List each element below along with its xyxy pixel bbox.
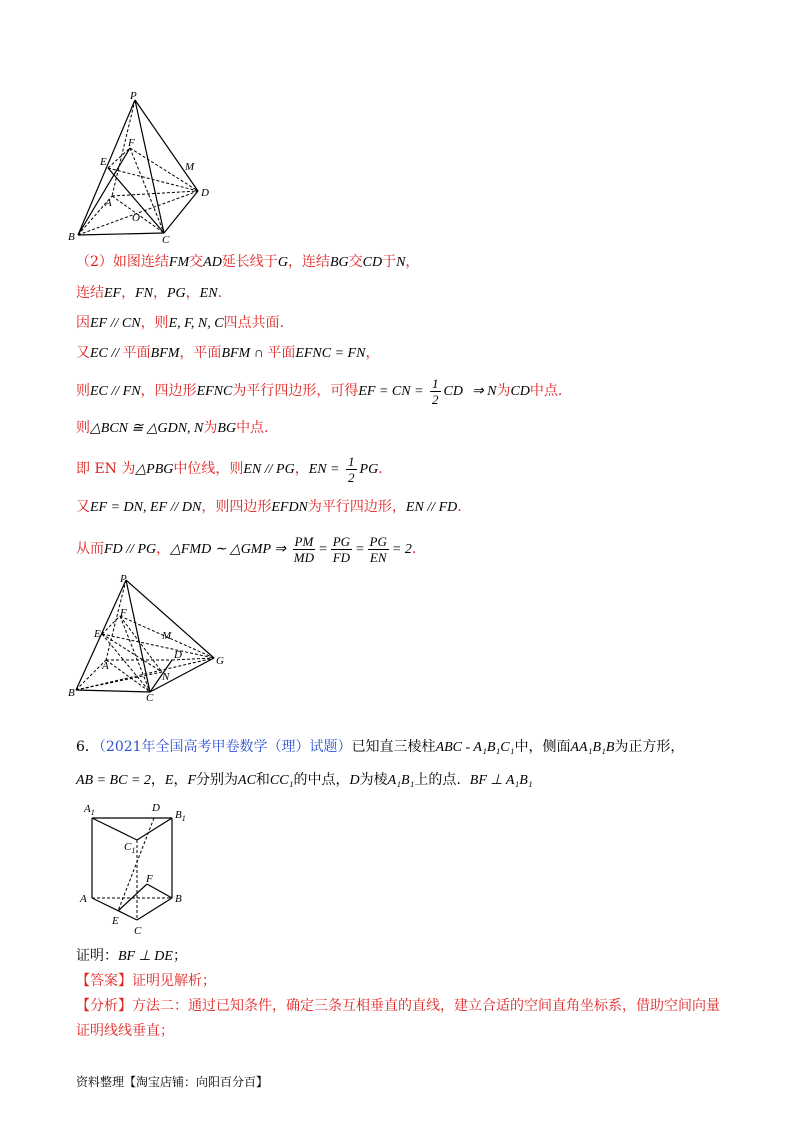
label-A: A bbox=[105, 197, 112, 209]
label-B3: B bbox=[175, 893, 182, 905]
solution-line-7: 即 EN 为△PBG中位线，则EN // PG，EN = $\frac{1}{2}$ PG. bbox=[76, 453, 383, 485]
label-B1: $B_1$ bbox=[175, 809, 186, 823]
solution-line-8: 又EF = DN, EF // DN，则四边形EFDN为平行四边形，EN // FD. bbox=[76, 499, 462, 515]
label-A1: $A_1$ bbox=[84, 803, 95, 817]
label-P2: P bbox=[120, 573, 127, 585]
label-M2: M bbox=[162, 630, 172, 642]
solution-line-3: 因EF // CN，则E, F, N, C四点共面. bbox=[76, 315, 284, 331]
pyramid-figure-1 bbox=[60, 88, 230, 248]
label-D2: D bbox=[174, 649, 182, 661]
label-F: F bbox=[128, 137, 135, 149]
label-E2: E bbox=[94, 628, 101, 640]
solution-line-1: （2）如图连结FM交AD延长线于G，连结BG交CD于N， bbox=[76, 254, 420, 270]
label-C2: C bbox=[146, 692, 154, 702]
label-C1: $C_1$ bbox=[124, 841, 136, 855]
proof-statement: 证明：BF ⊥ DE； bbox=[76, 948, 187, 964]
solution-line-4: 又EC // 平面BFM，平面BFM ∩ 平面EFNC = FN， bbox=[76, 345, 380, 361]
answer-line: 【答案】证明见解析； bbox=[76, 973, 216, 989]
label-B2: B bbox=[68, 687, 75, 699]
label-F2: F bbox=[120, 607, 127, 619]
label-C3: C bbox=[134, 925, 142, 937]
label-D3: D bbox=[152, 802, 160, 814]
label-G2: G bbox=[216, 655, 224, 667]
solution-line-2: 连结EF，FN，PG，EN. bbox=[76, 285, 223, 301]
label-P: P bbox=[130, 90, 137, 102]
label-B: B bbox=[68, 231, 75, 243]
analysis-line-1: 【分析】方法二：通过已知条件，确定三条互相垂直的直线，建立合适的空间直角坐标系，借助空间向量 bbox=[76, 998, 720, 1014]
label-A3: A bbox=[80, 893, 87, 905]
label-F3: F bbox=[146, 873, 153, 885]
label-M: M bbox=[185, 161, 195, 173]
label-E3: E bbox=[112, 915, 119, 927]
label-D: D bbox=[201, 187, 209, 199]
analysis-line-2: 证明线线垂直； bbox=[76, 1023, 174, 1039]
footer-text: 资料整理【淘宝店铺：向阳百分百】 bbox=[76, 1075, 269, 1089]
pyramid-figure-2 bbox=[62, 572, 237, 702]
label-N2: N bbox=[162, 671, 170, 683]
solution-line-6: 则△BCN ≅ △GDN, N为BG中点. bbox=[76, 420, 269, 436]
solution-line-9: 从而FD // PG，△FMD ∼ △GMP ⇒ $\frac{PM}{MD}$ = $\frac{PG}{FD}$ = $\frac{PG}{EN}$ = 2. bbox=[76, 533, 417, 565]
q6-line-1: 6．（2021年全国高考甲卷数学（理）试题）已知直三棱柱ABC - A₁B₁C₁中，侧面AA₁B₁B为正方形， bbox=[76, 739, 685, 755]
solution-line-5: 则EC // FN，四边形EFNC为平行四边形，可得EF = CN = $\frac{1}{2}$ CD ⇒ N为CD中点. bbox=[76, 375, 563, 407]
q6-line-2: AB = BC = 2，E，F分别为AC和CC₁的中点，D为棱A₁B₁上的点. BF ⊥ A₁B₁ bbox=[76, 772, 533, 788]
label-E: E bbox=[100, 156, 107, 168]
label-O: O bbox=[132, 212, 140, 224]
prism-figure bbox=[72, 798, 202, 940]
label-A2: A bbox=[102, 660, 109, 672]
label-C: C bbox=[162, 234, 170, 246]
